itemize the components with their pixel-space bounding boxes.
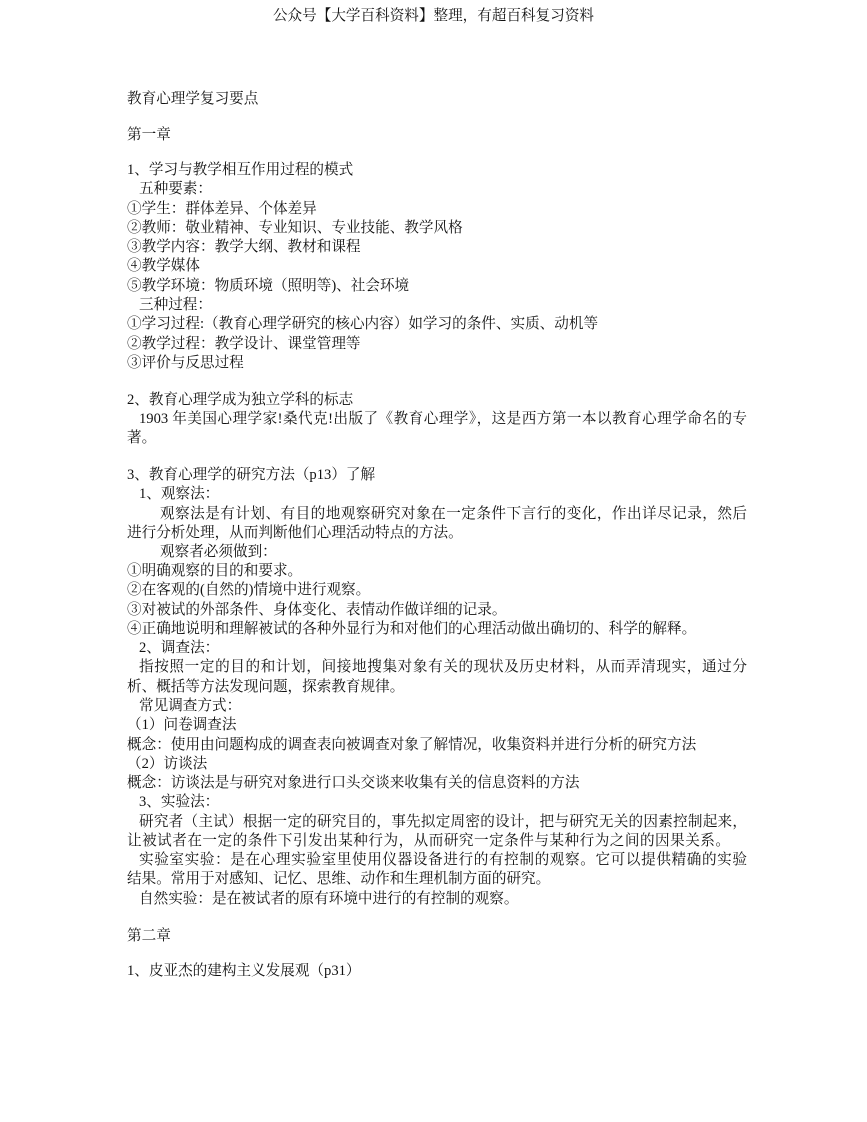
list-item: （1）问卷调查法	[127, 717, 237, 733]
list-item: ①学生：群体差异、个体差异	[127, 201, 317, 217]
section-heading: 2、教育心理学成为独立学科的标志	[127, 392, 354, 408]
list-item: ③评价与反思过程	[127, 355, 244, 371]
list-item: （2）访谈法	[127, 756, 208, 772]
section-heading: 3、教育心理学的研究方法（p13）了解	[127, 467, 376, 483]
section-heading: 1、学习与教学相互作用过程的模式	[127, 162, 354, 178]
sub-label: 五种要素：	[139, 181, 212, 197]
method-heading: 2、调查法：	[139, 640, 220, 656]
paragraph-line: 自然实验：是在被试者的原有环境中进行的有控制的观察。	[139, 891, 519, 907]
method-heading: 1、观察法：	[139, 486, 220, 502]
paragraph-line: 观察法是有计划、有目的地观察研究对象在一定条件下言行的变化，作出详尽记录，然后	[160, 506, 747, 522]
definition: 概念：访谈法是与研究对象进行口头交谈来收集有关的信息资料的方法	[127, 775, 580, 791]
paragraph-line: 结果。常用于对感知、记忆、思维、动作和生理机制方面的研究。	[127, 871, 551, 887]
list-item: ①学习过程:（教育心理学研究的核心内容）如学习的条件、实质、动机等	[127, 316, 599, 332]
paragraph-line: 指按照一定的目的和计划，间接地搜集对象有关的现状及历史材料，从而弄清现实，通过分	[139, 659, 747, 675]
list-item: ②教师：敬业精神、专业知识、专业技能、教学风格	[127, 220, 463, 236]
list-item: ③教学内容：教学大纲、教材和课程	[127, 239, 361, 255]
chapter-heading: 第二章	[127, 928, 171, 944]
paragraph-line: 实验室实验：是在心理实验室里使用仪器设备进行的有控制的观察。它可以提供精确的实验	[139, 852, 747, 868]
list-item: ①明确观察的目的和要求。	[127, 563, 303, 579]
list-item: ⑤教学环境：物质环境（照明等)、社会环境	[127, 278, 410, 294]
method-heading: 3、实验法：	[139, 794, 220, 810]
sub-label: 三种过程：	[139, 297, 212, 313]
list-item: ②在客观的(自然的)情境中进行观察。	[127, 582, 371, 598]
chapter-heading: 第一章	[127, 127, 171, 143]
list-item: ②教学过程：教学设计、课堂管理等	[127, 336, 361, 352]
section-heading: 1、皮亚杰的建构主义发展观（p31）	[127, 963, 361, 979]
paragraph-line: 进行分析处理，从而判断他们心理活动特点的方法。	[127, 525, 463, 541]
list-item: ③对被试的外部条件、身体变化、表情动作做详细的记录。	[127, 602, 507, 618]
paragraph-line: 研究者（主试）根据一定的研究目的，事先拟定周密的设计，把与研究无关的因素控制起来，	[139, 814, 747, 830]
paragraph-line: 著。	[127, 430, 157, 446]
definition: 概念：使用由问题构成的调查表向被调查对象了解情况，收集资料并进行分析的研究方法	[127, 737, 697, 753]
list-item: ④正确地说明和理解被试的各种外显行为和对他们的心理活动做出确切的、科学的解释。	[127, 621, 697, 637]
paragraph-line: 1903 年美国心理学家!桑代克!出版了《教育心理学》，这是西方第一本以教育心理学命名的专	[139, 411, 747, 427]
sub-label: 常见调查方式：	[139, 698, 242, 714]
sub-label: 观察者必须做到：	[160, 544, 277, 560]
paragraph-line: 让被试者在一定的条件下引发出某种行为，从而研究一定条件与某种行为之间的因果关系。	[127, 833, 730, 849]
document-title: 教育心理学复习要点	[127, 91, 259, 107]
paragraph-line: 析、概括等方法发现问题，探索教育规律。	[127, 679, 405, 695]
page-header: 公众号【大学百科资料】整理，有超百科复习资料	[272, 8, 595, 24]
list-item: ④教学媒体	[127, 258, 200, 274]
